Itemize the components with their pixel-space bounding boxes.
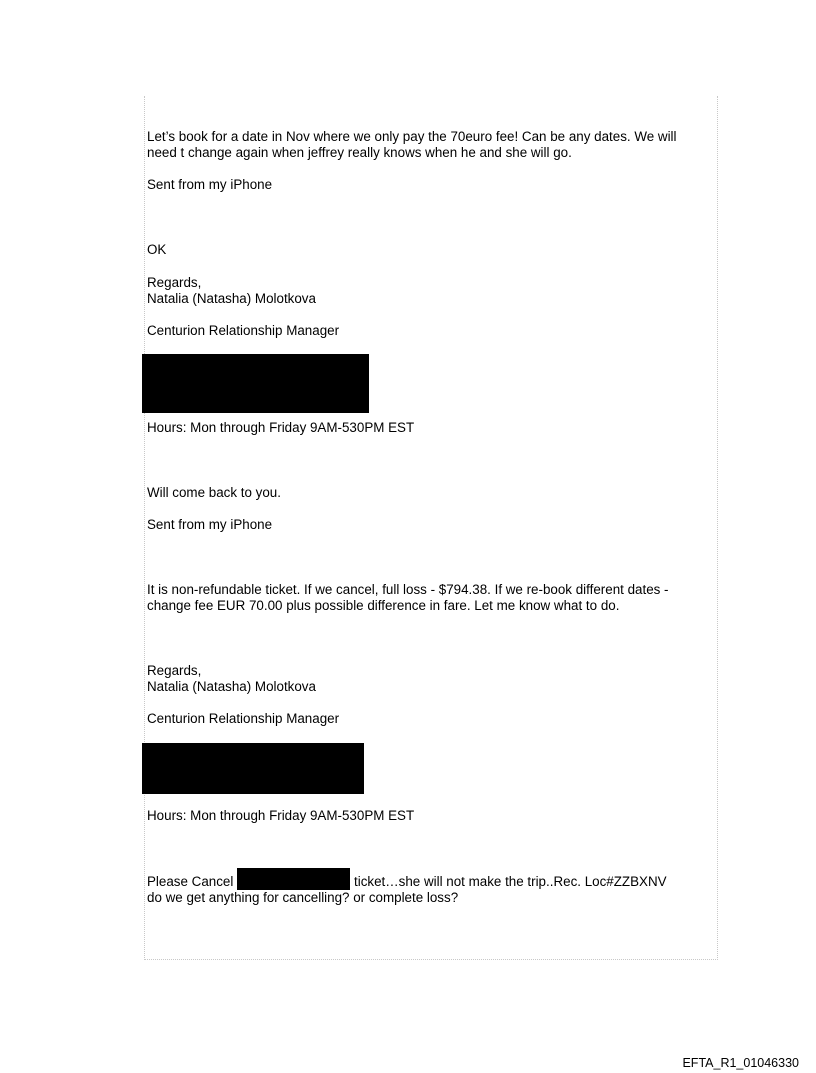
msg1-signoff: Sent from my iPhone <box>147 177 273 192</box>
redaction-block <box>142 354 369 413</box>
msg4-line1: It is non-refundable ticket. If we cancel, full loss - $794.38. If we re-book different dates - <box>147 582 669 597</box>
msg2-hours: Hours: Mon through Friday 9AM-530PM EST <box>147 420 415 435</box>
msg4-regards: Regards, <box>147 663 202 678</box>
msg2-regards: Regards, <box>147 275 202 290</box>
msg3-signoff: Sent from my iPhone <box>147 517 273 532</box>
msg4-hours: Hours: Mon through Friday 9AM-530PM EST <box>147 808 415 823</box>
document-id: EFTA_R1_01046330 <box>682 1056 799 1070</box>
msg2-sender-name: Natalia (Natasha) Molotkova <box>147 291 316 306</box>
msg5-line2: do we get anything for cancelling? or complete loss? <box>147 890 459 905</box>
msg5-line1-end: ticket…she will not make the trip..Rec. Loc#ZZBXNV <box>354 874 667 889</box>
msg1-line2: need t change again when jeffrey really knows when he and she will go. <box>147 145 572 160</box>
msg4-sender-title: Centurion Relationship Manager <box>147 711 340 726</box>
msg2-sender-title: Centurion Relationship Manager <box>147 323 340 338</box>
msg2-body: OK <box>147 242 167 257</box>
msg5-line1-start: Please Cancel <box>147 874 234 889</box>
msg4-line2: change fee EUR 70.00 plus possible difference in fare. Let me know what to do. <box>147 598 620 613</box>
redaction-inline <box>237 868 350 890</box>
msg4-sender-name: Natalia (Natasha) Molotkova <box>147 679 316 694</box>
msg3-body: Will come back to you. <box>147 485 281 500</box>
msg1-line1: Let’s book for a date in Nov where we only pay the 70euro fee! Can be any dates. We will <box>147 129 677 144</box>
redaction-block <box>142 743 364 794</box>
